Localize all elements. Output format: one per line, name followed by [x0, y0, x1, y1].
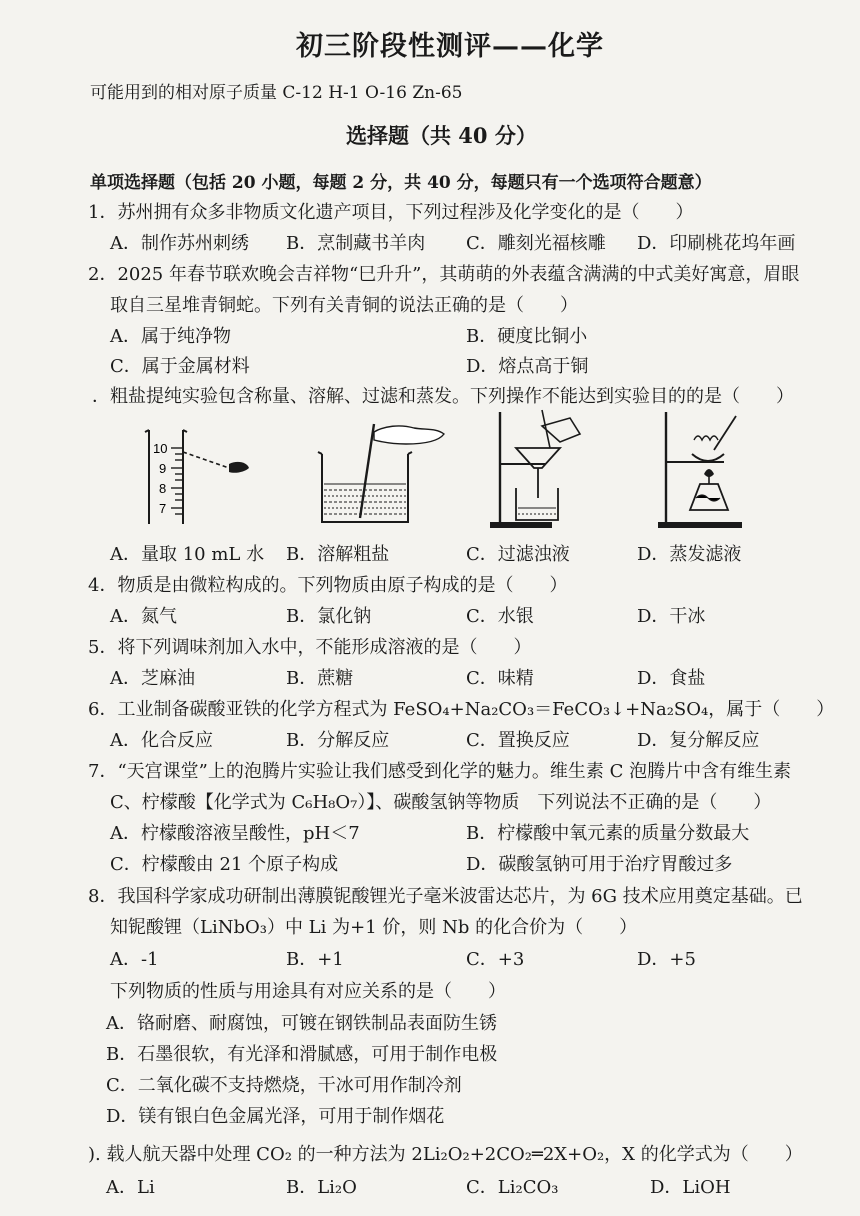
- question-7-option-a[interactable]: A．柠檬酸溶液呈酸性，pH＜7: [110, 823, 360, 844]
- question-8-option-a[interactable]: A．-1: [110, 949, 159, 970]
- question-1-option-b[interactable]: B．烹制藏书羊肉: [286, 233, 426, 254]
- question-1-stem: 1．苏州拥有众多非物质文化遗产项目，下列过程涉及化学变化的是（ ）: [88, 202, 694, 223]
- question-7-option-d[interactable]: D．碳酸氢钠可用于治疗胃酸过多: [466, 854, 733, 875]
- question-2-stem-line-1: 2．2025 年春节联欢晚会吉祥物“巳升升”，其萌萌的外表蕴含满满的中式美好寓意，眉眼: [88, 264, 800, 285]
- question-8-stem-line-1: 8．我国科学家成功研制出薄膜铌酸锂光子毫米波雷达芯片，为 6G 技术应用奠定基础。已: [88, 886, 803, 907]
- question-10-option-a[interactable]: A．Li: [106, 1177, 155, 1198]
- filtration-figure: [486, 408, 586, 532]
- question-7-stem-line-1: 7．“天宫课堂”上的泡腾片实验让我们感受到化学的魅力。维生素 C 泡腾片中含有维生素: [88, 761, 792, 782]
- question-3-stem: ．粗盐提纯实验包含称量、溶解、过滤和蒸发。下列操作不能达到实验目的的是（ ）: [92, 386, 794, 407]
- cylinder-tick-8: 8: [159, 481, 167, 496]
- question-3-option-a[interactable]: A．量取 10 mL 水: [110, 544, 265, 565]
- question-10-stem: ). 载人航天器中处理 CO₂ 的一种方法为 2Li₂O₂+2CO₂═2X+O₂，X 的化学式为（ ）: [88, 1144, 803, 1165]
- question-8-option-c[interactable]: C．+3: [466, 949, 525, 970]
- question-2-option-a[interactable]: A．属于纯净物: [110, 326, 231, 347]
- question-7-option-b[interactable]: B．柠檬酸中氧元素的质量分数最大: [466, 823, 750, 844]
- cylinder-tick-10: 10: [153, 441, 168, 456]
- question-4-option-b[interactable]: B．氯化钠: [286, 606, 372, 627]
- dissolving-beaker-figure: [310, 418, 460, 530]
- page-title: 初三阶段性测评——化学: [296, 31, 604, 62]
- question-10-option-c[interactable]: C．Li₂CO₃: [466, 1177, 559, 1198]
- question-4-option-d[interactable]: D．干冰: [637, 606, 706, 627]
- question-5-option-c[interactable]: C．味精: [466, 668, 534, 689]
- question-3-option-d[interactable]: D．蒸发滤液: [637, 544, 742, 565]
- question-3-option-c[interactable]: C．过滤浊液: [466, 544, 570, 565]
- question-6-stem: 6．工业制备碳酸亚铁的化学方程式为 FeSO₄+Na₂CO₃＝FeCO₃↓+Na₂SO₄，属于（ ）: [88, 699, 835, 720]
- question-2-option-d[interactable]: D．熔点高于铜: [466, 356, 589, 377]
- hand-icon: [374, 426, 444, 444]
- instructions: 单项选择题（包括 20 小题，每题 2 分，共 40 分，每题只有一个选项符合题意）: [90, 173, 712, 193]
- question-5-stem: 5．将下列调味剂加入水中，不能形成溶液的是（ ）: [88, 637, 532, 658]
- question-8-option-d[interactable]: D．+5: [637, 949, 696, 970]
- question-1-option-d[interactable]: D．印刷桃花坞年画: [637, 233, 796, 254]
- question-10-option-b[interactable]: B．Li₂O: [286, 1177, 357, 1198]
- question-5-option-d[interactable]: D．食盐: [637, 668, 706, 689]
- question-10-option-d[interactable]: D．LiOH: [650, 1177, 731, 1198]
- atomic-masses-note: 可能用到的相对原子质量 C-12 H-1 O-16 Zn-65: [90, 83, 463, 103]
- question-4-option-c[interactable]: C．水银: [466, 606, 534, 627]
- question-5-option-a[interactable]: A．芝麻油: [110, 668, 195, 689]
- eye-icon: [229, 462, 249, 473]
- question-4-option-a[interactable]: A．氮气: [110, 606, 177, 627]
- question-6-option-d[interactable]: D．复分解反应: [637, 730, 760, 751]
- question-4-stem: 4．物质是由微粒构成的。下列物质由原子构成的是（ ）: [88, 575, 568, 596]
- question-6-option-a[interactable]: A．化合反应: [110, 730, 213, 751]
- question-9-stem: 下列物质的性质与用途具有对应关系的是（ ）: [110, 981, 506, 1002]
- question-2-option-b[interactable]: B．硬度比铜小: [466, 326, 588, 347]
- question-9-option-c[interactable]: C．二氧化碳不支持燃烧，干冰可用作制冷剂: [106, 1075, 462, 1096]
- cylinder-tick-9: 9: [159, 461, 167, 476]
- question-9-option-b[interactable]: B．石墨很软，有光泽和滑腻感，可用于制作电极: [106, 1044, 498, 1065]
- question-3-option-b[interactable]: B．溶解粗盐: [286, 544, 390, 565]
- question-6-option-c[interactable]: C．置换反应: [466, 730, 570, 751]
- question-7-stem-line-2: C、柠檬酸【化学式为 C₆H₈O₇）】、碳酸氢钠等物质 下列说法不正确的是（ ）: [110, 792, 772, 813]
- cylinder-tick-7: 7: [159, 501, 167, 516]
- question-1-option-c[interactable]: C．雕刻光福核雕: [466, 233, 606, 254]
- question-6-option-b[interactable]: B．分解反应: [286, 730, 390, 751]
- evaporation-figure: [654, 410, 754, 532]
- question-1-option-a[interactable]: A．制作苏州刺绣: [110, 233, 249, 254]
- question-9-option-a[interactable]: A．铬耐磨、耐腐蚀，可镀在钢铁制品表面防生锈: [106, 1013, 497, 1034]
- question-2-stem-line-2: 取自三星堆青铜蛇。下列有关青铜的说法正确的是（ ）: [110, 295, 578, 316]
- question-9-option-d[interactable]: D．镁有银白色金属光泽，可用于制作烟花: [106, 1106, 445, 1127]
- section-title: 选择题（共 40 分）: [346, 123, 537, 148]
- question-8-option-b[interactable]: B．+1: [286, 949, 344, 970]
- question-2-option-c[interactable]: C．属于金属材料: [110, 356, 250, 377]
- question-5-option-b[interactable]: B．蔗糖: [286, 668, 354, 689]
- question-8-stem-line-2: 知铌酸锂（LiNbO₃）中 Li 为+1 价，则 Nb 的化合价为（ ）: [110, 917, 638, 938]
- graduated-cylinder-figure: [135, 424, 265, 530]
- question-7-option-c[interactable]: C．柠檬酸由 21 个原子构成: [110, 854, 339, 875]
